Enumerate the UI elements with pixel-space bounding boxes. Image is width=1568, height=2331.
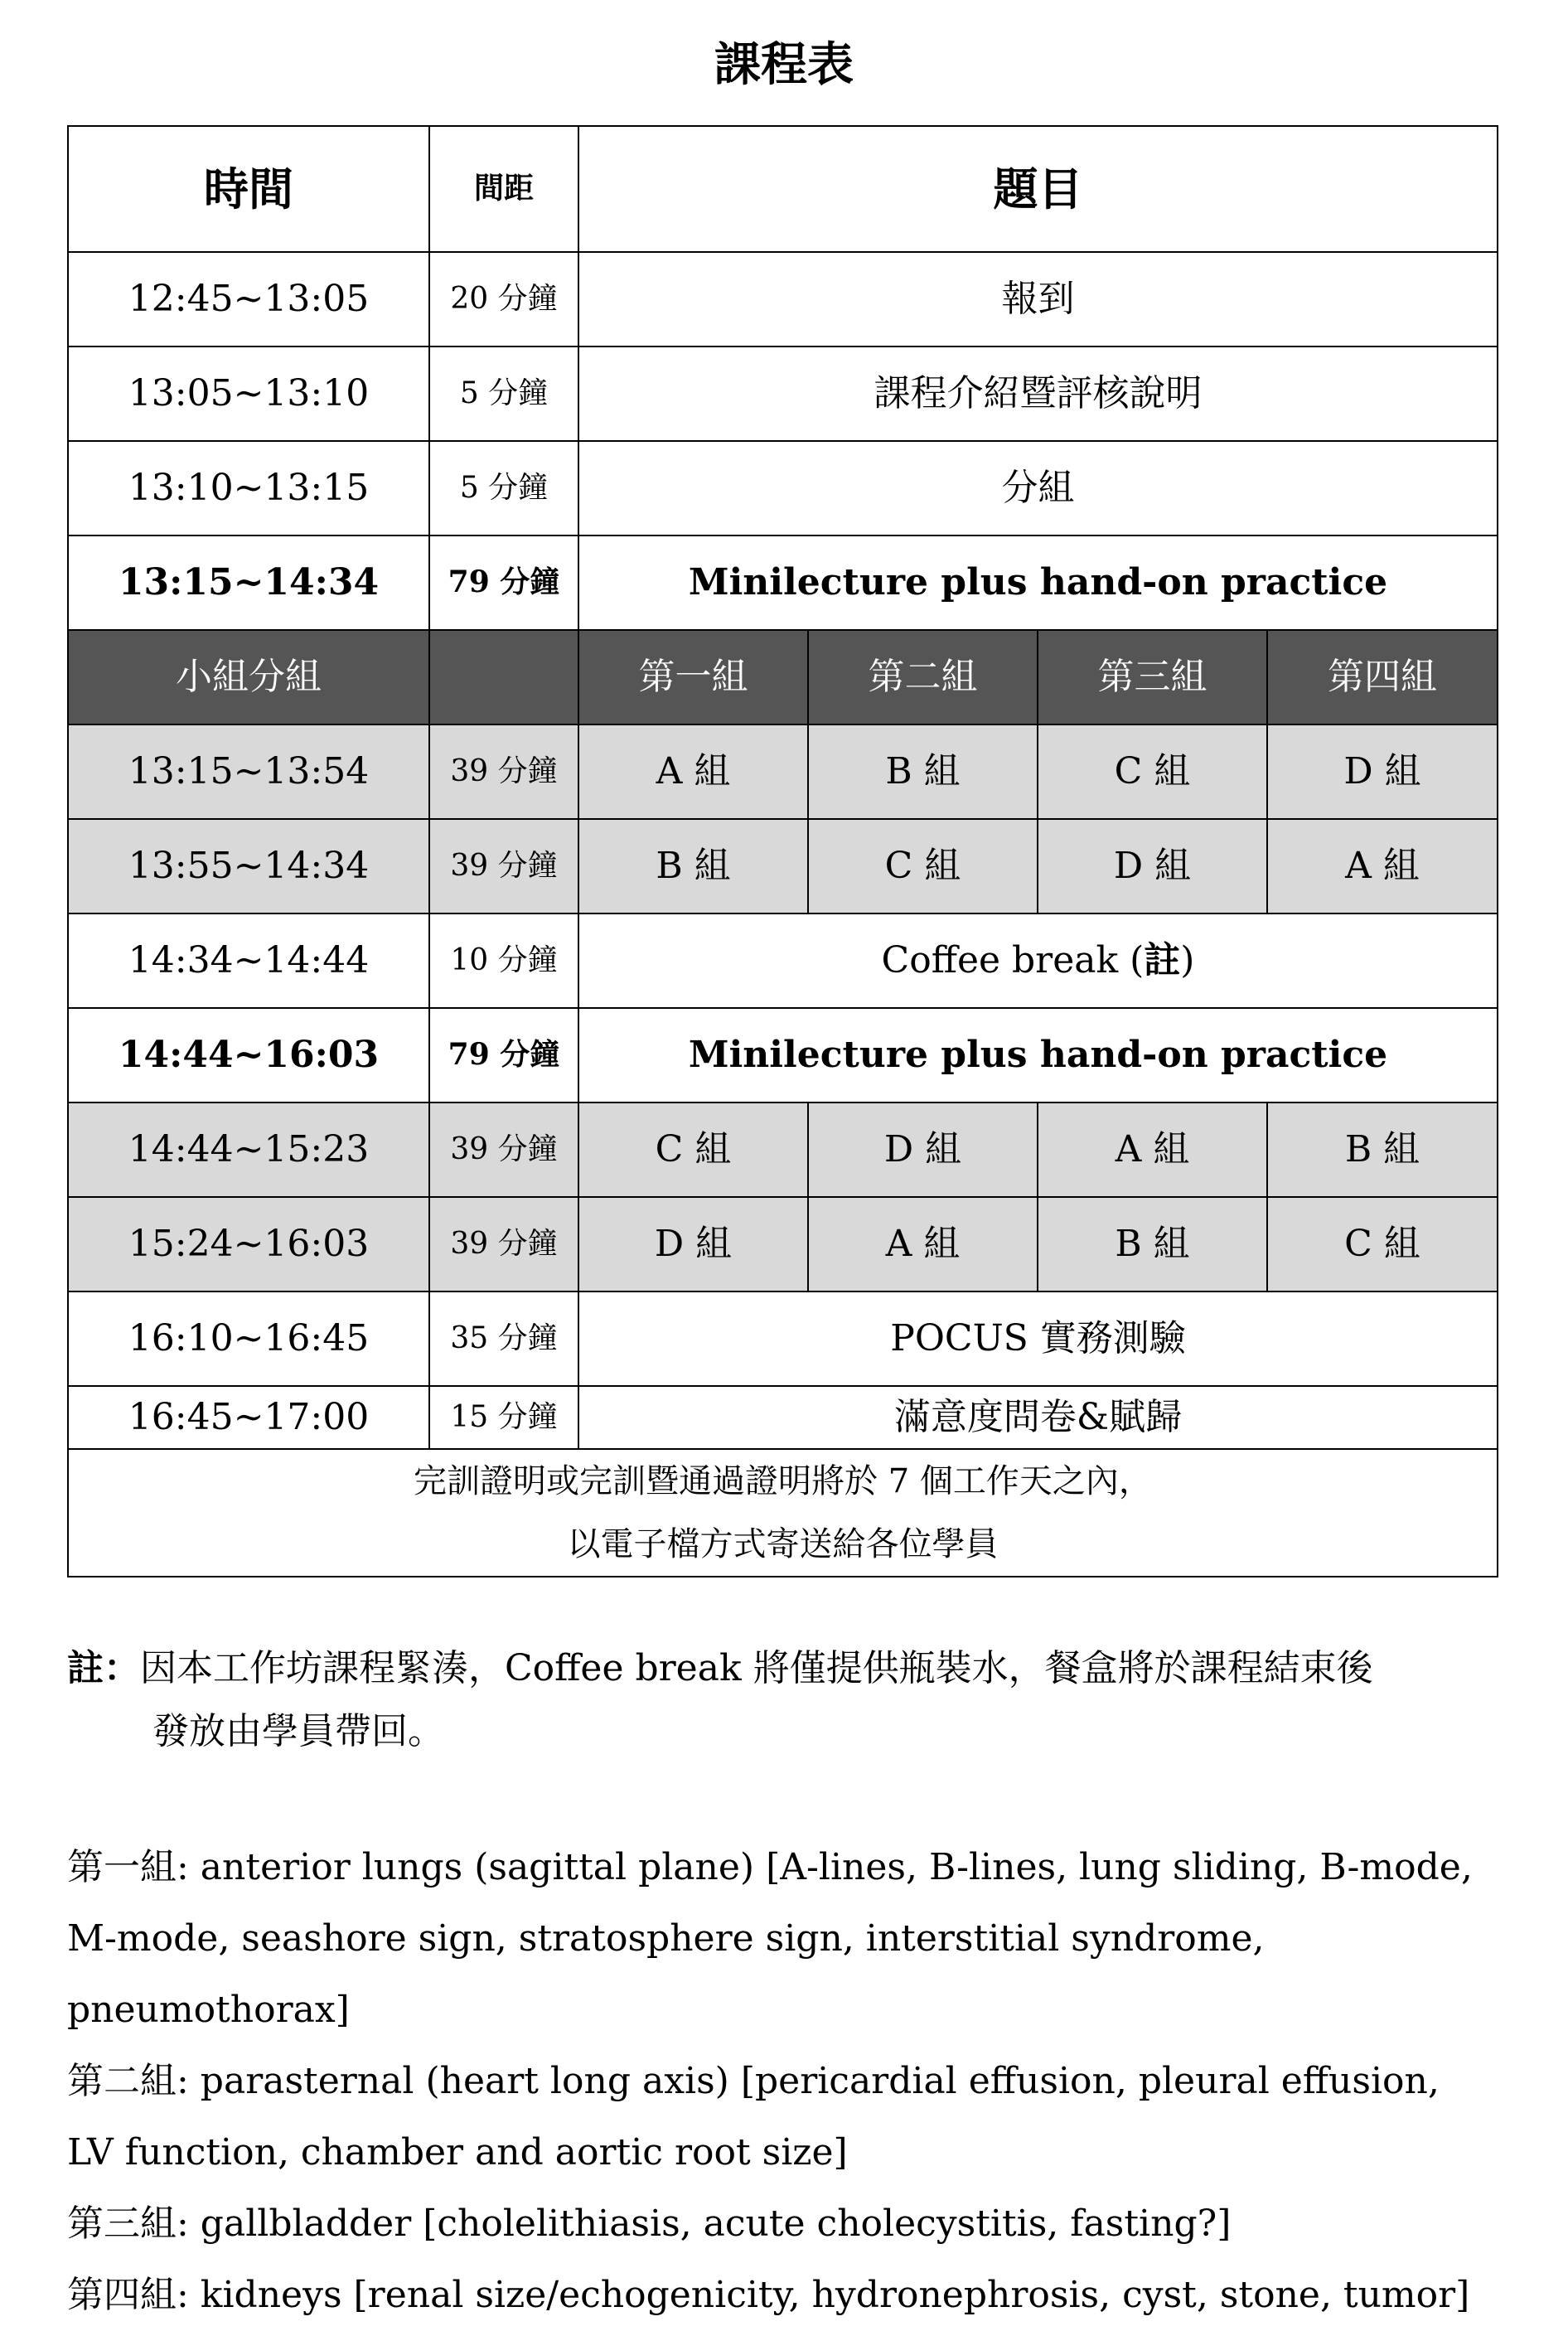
schedule-table <box>67 125 1498 1577</box>
group-description <box>67 2260 1497 2331</box>
topic-cell: 報到 <box>578 252 1498 346</box>
group-header-cell: 第三組 <box>1038 630 1267 724</box>
duration-cell: 39 分鐘 <box>429 819 578 914</box>
group-cell: B 組 <box>1038 1197 1267 1292</box>
session-row <box>68 1008 1498 1102</box>
session-row <box>68 536 1498 630</box>
duration-cell: 5 分鐘 <box>429 441 578 536</box>
group-header-cell: 第二組 <box>808 630 1038 724</box>
table-row <box>68 252 1498 346</box>
table-row <box>68 1292 1498 1386</box>
time-cell: 14:34~14:44 <box>68 914 429 1008</box>
duration-cell: 20 分鐘 <box>429 252 578 346</box>
header-time: 時間 <box>68 126 429 252</box>
group-cell: D 組 <box>808 1102 1038 1197</box>
note-line-1 <box>67 1637 1497 1700</box>
duration-cell: 79 分鐘 <box>429 536 578 630</box>
group-cell: C 組 <box>1038 724 1267 819</box>
duration-cell: 5 分鐘 <box>429 346 578 441</box>
table-header-row <box>68 126 1498 252</box>
time-cell: 16:45~17:00 <box>68 1386 429 1449</box>
rotation-row <box>68 1102 1498 1197</box>
group-descriptions <box>67 1832 1497 2331</box>
group-header-blank <box>429 630 578 724</box>
header-duration: 間距 <box>429 126 578 252</box>
duration-cell: 39 分鐘 <box>429 1102 578 1197</box>
duration-cell: 39 分鐘 <box>429 1197 578 1292</box>
duration-cell: 39 分鐘 <box>429 724 578 819</box>
topic-cell <box>578 914 1498 1008</box>
certificate-footer-row <box>68 1449 1498 1577</box>
group-header-row <box>68 630 1498 724</box>
group-text: : parasternal (heart long axis) [pericardial effusion, pleural effusion, LV function, chamber and aortic root size] <box>67 2060 1440 2174</box>
break-label: Coffee break ( <box>881 938 1145 981</box>
topic-cell: Minilecture plus hand-on practice <box>578 1008 1498 1102</box>
table-row <box>68 346 1498 441</box>
group-cell: B 組 <box>1267 1102 1498 1197</box>
group-header-label: 小組分組 <box>68 630 429 724</box>
group-cell: A 組 <box>808 1197 1038 1292</box>
time-cell: 13:55~14:34 <box>68 819 429 914</box>
group-header-cell: 第四組 <box>1267 630 1498 724</box>
group-cell: D 組 <box>1267 724 1498 819</box>
group-cell: A 組 <box>1267 819 1498 914</box>
time-cell: 12:45~13:05 <box>68 252 429 346</box>
group-cell: C 組 <box>1267 1197 1498 1292</box>
duration-cell: 10 分鐘 <box>429 914 578 1008</box>
rotation-row <box>68 1197 1498 1292</box>
break-label-end: ) <box>1180 938 1195 981</box>
note-line-2: 發放由學員帶回。 <box>152 1710 444 1752</box>
group-label: 第四組 <box>67 2274 177 2316</box>
group-cell: C 組 <box>808 819 1038 914</box>
header-topic: 題目 <box>578 126 1498 252</box>
time-cell: 13:05~13:10 <box>68 346 429 441</box>
break-row <box>68 914 1498 1008</box>
rotation-row <box>68 724 1498 819</box>
time-cell: 15:24~16:03 <box>68 1197 429 1292</box>
group-text: : anterior lungs (sagittal plane) [A-lines, B-lines, lung sliding, B-mode, M-mode, seashore sign, stratosphere sign, interstitial syndrome, pneumothorax] <box>67 1846 1473 2031</box>
duration-cell: 15 分鐘 <box>429 1386 578 1449</box>
time-cell: 13:15~13:54 <box>68 724 429 819</box>
rotation-row <box>68 819 1498 914</box>
group-description <box>67 1832 1497 2046</box>
note-text-1: 因本工作坊課程緊湊，Coffee break 將僅提供瓶裝水，餐盒將於課程結束後 <box>140 1647 1373 1689</box>
note-block <box>67 1637 1497 1763</box>
time-cell: 14:44~16:03 <box>68 1008 429 1102</box>
page-title: 課程表 <box>714 37 854 92</box>
topic-cell: 分組 <box>578 441 1498 536</box>
time-cell: 13:15~14:34 <box>68 536 429 630</box>
group-cell: B 組 <box>578 819 808 914</box>
group-text: : kidneys [renal size/echogenicity, hydronephrosis, cyst, stone, tumor] <box>177 2274 1470 2316</box>
topic-cell: 課程介紹暨評核說明 <box>578 346 1498 441</box>
table-row <box>68 1386 1498 1449</box>
topic-cell: Minilecture plus hand-on practice <box>578 536 1498 630</box>
group-text: : gallbladder [cholelithiasis, acute cholecystitis, fasting?] <box>177 2203 1232 2245</box>
certificate-line-1: 完訓證明或完訓暨通過證明將於 7 個工作天之內， <box>414 1462 1152 1500</box>
group-label: 第一組 <box>67 1846 177 1888</box>
group-description <box>67 2046 1497 2188</box>
group-description <box>67 2188 1497 2260</box>
break-note-mark: 註 <box>1144 938 1181 981</box>
group-cell: D 組 <box>1038 819 1267 914</box>
duration-cell: 79 分鐘 <box>429 1008 578 1102</box>
time-cell: 16:10~16:45 <box>68 1292 429 1386</box>
group-cell: A 組 <box>578 724 808 819</box>
group-header-cell: 第一組 <box>578 630 808 724</box>
duration-cell: 35 分鐘 <box>429 1292 578 1386</box>
note-label: 註： <box>67 1647 140 1689</box>
time-cell: 14:44~15:23 <box>68 1102 429 1197</box>
time-cell: 13:10~13:15 <box>68 441 429 536</box>
topic-cell: POCUS 實務測驗 <box>578 1292 1498 1386</box>
group-cell: D 組 <box>578 1197 808 1292</box>
certificate-line-2: 以電子檔方式寄送給各位學員 <box>567 1525 999 1563</box>
group-label: 第三組 <box>67 2203 177 2245</box>
group-label: 第二組 <box>67 2060 177 2102</box>
group-cell: A 組 <box>1038 1102 1267 1197</box>
group-cell: B 組 <box>808 724 1038 819</box>
table-row <box>68 441 1498 536</box>
certificate-notice <box>68 1449 1498 1577</box>
topic-cell: 滿意度問卷&賦歸 <box>578 1386 1498 1449</box>
group-cell: C 組 <box>578 1102 808 1197</box>
